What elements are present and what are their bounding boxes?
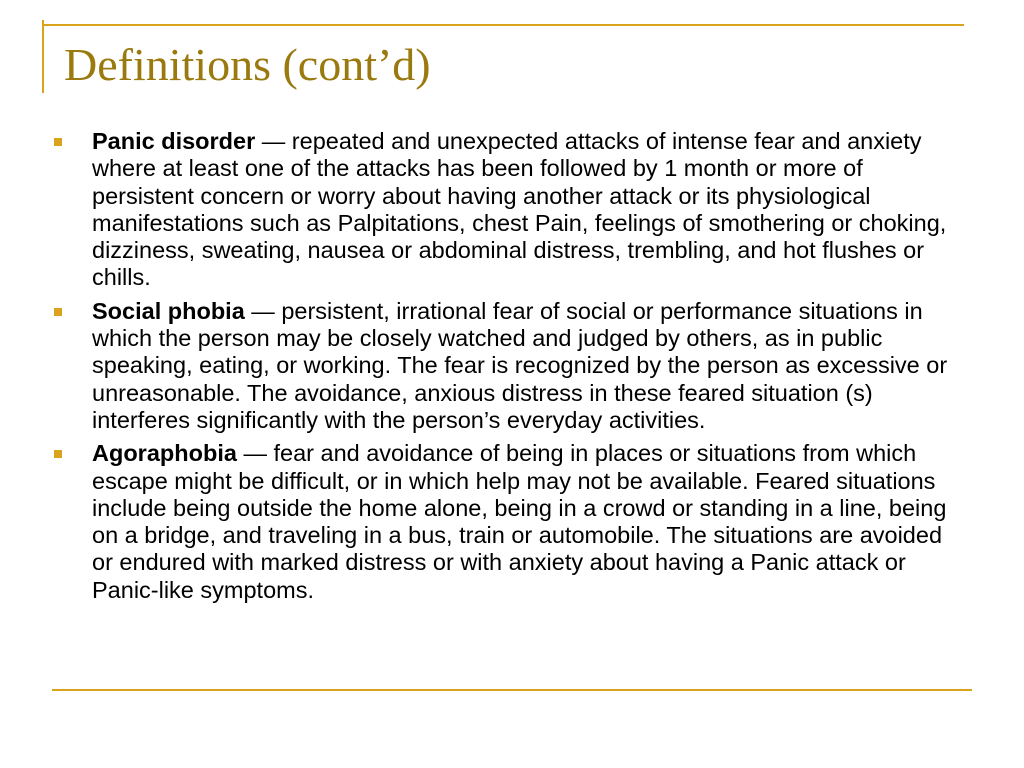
- term-label: Panic disorder: [92, 128, 256, 154]
- square-bullet-icon: [54, 450, 62, 458]
- list-item-social-phobia: [52, 298, 958, 434]
- title-accent-top-line: [42, 24, 964, 26]
- term-label: Social phobia: [92, 297, 245, 324]
- footer-accent-line: [52, 689, 972, 691]
- slide-title: Definitions (cont’d): [64, 39, 431, 90]
- term-label: Agoraphobia: [92, 440, 237, 467]
- title-accent-vertical-line: [42, 20, 44, 93]
- definition-text: — repeated and unexpected attacks of intense fear and anxiety where at least one of the attacks has been followed by 1 month or more of persistent concern or worry about having another attack or its physiological manifestations such as Palpitations, chest Pain, feelings of smothering or choking, dizziness, sweating, nausea or abdominal distress, trembling, and hot flushes or chills.: [92, 128, 947, 291]
- square-bullet-icon: [54, 138, 62, 146]
- square-bullet-icon: [54, 308, 62, 316]
- list-item-agoraphobia: [52, 440, 958, 604]
- definition-text: — persistent, irrational fear of social or performance situations in which the person may be closely watched and judged by others, as in public speaking, eating, or working. The fear is recognized by the person as excessive or unreasonable. The avoidance, anxious distress in these feared situation (s) interferes significantly with the person’s everyday activities.: [92, 297, 948, 433]
- list-item-panic-disorder: [52, 128, 958, 292]
- slide-content: [52, 128, 958, 610]
- definition-text: — fear and avoidance of being in places or situations from which escape might be difficult, or in which help may not be available. Feared situations include being outside the home alone, being in a crowd or standing in a line, being on a bridge, and traveling in a bus, train or automobile. The situations are avoided or endured with marked distress or with anxiety about having a Panic attack or Panic-like symptoms.: [92, 440, 947, 603]
- definitions-list: [52, 128, 958, 604]
